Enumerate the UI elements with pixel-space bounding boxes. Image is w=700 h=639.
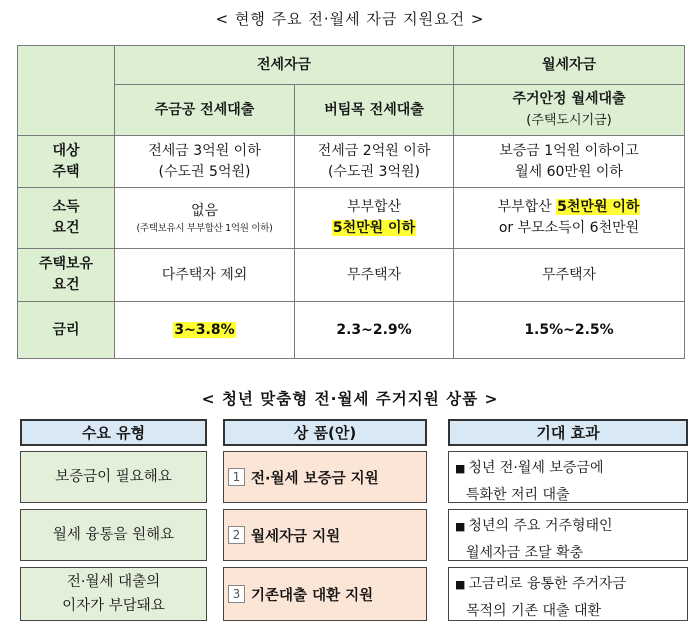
header-demand-type: 수요 유형	[20, 419, 207, 446]
support-requirements-table	[17, 45, 685, 359]
highlight-income: 5천만원 이하	[332, 220, 416, 236]
group-header-wolse: 월세자금	[454, 46, 685, 85]
cell-r4-c1	[115, 302, 295, 359]
col3-line2: (주택도시기금)	[526, 113, 612, 128]
row-header-interest: 금리	[18, 302, 115, 359]
product-box: 1 전·월세 보증금 지원	[223, 451, 427, 503]
demand-box: 전·월세 대출의 이자가 부담돼요	[20, 567, 207, 621]
table-title: < 현행 주요 전·월세 자금 지원요건 >	[215, 10, 485, 28]
bullet-square-icon: ■	[455, 520, 466, 533]
cell-r3-c3: 무주택자	[454, 249, 685, 302]
bullet-square-icon: ■	[455, 578, 466, 591]
col-header-hf-jeonse: 주금공 전세대출	[115, 85, 295, 136]
cell-r4-c3: 1.5%~2.5%	[454, 302, 685, 359]
cell-r3-c2: 무주택자	[295, 249, 454, 302]
demand-box: 월세 융통을 원해요	[20, 509, 207, 561]
row-header-income: 소득 요건	[18, 188, 115, 249]
row-header-ownership: 주택보유 요건	[18, 249, 115, 302]
cell-r4-c2: 2.3~2.9%	[295, 302, 454, 359]
number-badge: 3	[228, 585, 245, 603]
group-header-jeonse: 전세자금	[115, 46, 454, 85]
highlight-income-wolse: 5천만원 이하	[557, 199, 640, 215]
product-box: 2 월세자금 지원	[223, 509, 427, 561]
col3-line1: 주거안정 월세대출	[512, 91, 626, 107]
cell-r3-c1: 다주택자 제외	[115, 249, 295, 302]
header-expected-effect: 기대 효과	[448, 419, 688, 446]
effect-box: ■ 고금리로 융통한 주거자금 목적의 기존 대출 대환	[448, 567, 688, 621]
highlight-rate: 3~3.8%	[174, 321, 235, 338]
corner-cell	[18, 46, 115, 136]
header-product: 상 품(안)	[223, 419, 427, 446]
col-header-wolse-loan	[454, 85, 685, 136]
section-title: < 청년 맞춤형 전·월세 주거지원 상품 >	[201, 390, 499, 408]
product-box: 3 기존대출 대환 지원	[223, 567, 427, 621]
bullet-square-icon: ■	[455, 462, 466, 475]
number-badge: 2	[228, 526, 245, 544]
cell-r1-c1: 전세금 3억원 이하 (수도권 5억원)	[115, 136, 295, 188]
demand-box: 보증금이 필요해요	[20, 451, 207, 503]
col-header-beotimmok-jeonse: 버팀목 전세대출	[295, 85, 454, 136]
cell-r2-c2: 부부합산 5천만원 이하	[295, 188, 454, 249]
cell-r2-c3: 부부합산 5천만원 이하 or 부모소득이 6천만원	[454, 188, 685, 249]
row-header-target-housing: 대상 주택	[18, 136, 115, 188]
cell-r1-c3: 보증금 1억원 이하이고 월세 60만원 이하	[454, 136, 685, 188]
cell-r2-c1: 없음 (주택보유시 부부합산 1억원 이하)	[115, 188, 295, 249]
effect-box: ■ 청년 전·월세 보증금에 특화한 저리 대출	[448, 451, 688, 503]
number-badge: 1	[228, 468, 245, 486]
effect-box: ■ 청년의 주요 거주형태인 월세자금 조달 확충	[448, 509, 688, 561]
cell-r1-c2: 전세금 2억원 이하 (수도권 3억원)	[295, 136, 454, 188]
